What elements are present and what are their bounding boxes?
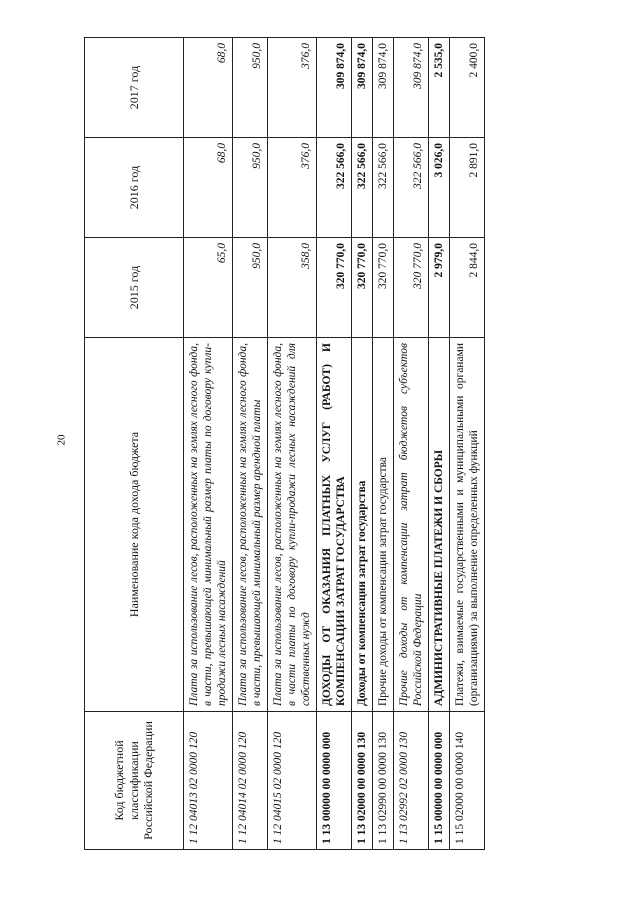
row-code-cell: 1 12 04015 02 0000 120 bbox=[268, 712, 317, 850]
row-code-cell: 1 13 02000 00 0000 130 bbox=[352, 712, 373, 850]
row-code-cell: 1 13 00000 00 0000 000 bbox=[317, 712, 352, 850]
table-row bbox=[352, 38, 373, 850]
table-row bbox=[450, 38, 485, 850]
budget-table-sheet bbox=[84, 38, 610, 850]
row-value-2016: 3 026,0 bbox=[429, 138, 450, 238]
row-value-2017: 2 535,0 bbox=[429, 38, 450, 138]
row-value-2015: 65,0 bbox=[184, 238, 233, 338]
row-name-cell: Плата за использование лесов, расположенных на землях лесного фонда, в части, превышающей минимальный размер платы по договору купли-продажи лесных насаждений bbox=[184, 338, 233, 712]
table-row bbox=[373, 38, 394, 850]
row-value-2015: 320 770,0 bbox=[373, 238, 394, 338]
row-name-cell: ДОХОДЫ ОТ ОКАЗАНИЯ ПЛАТНЫХ УСЛУГ (РАБОТ) И КОМПЕНСАЦИИ ЗАТРАТ ГОСУДАРСТВА bbox=[317, 338, 352, 712]
header-2017: 2017 год bbox=[85, 38, 184, 138]
table-row bbox=[429, 38, 450, 850]
row-value-2016: 376,0 bbox=[268, 138, 317, 238]
row-value-2015: 2 979,0 bbox=[429, 238, 450, 338]
header-2015: 2015 год bbox=[85, 238, 184, 338]
row-value-2017: 309 874,0 bbox=[394, 38, 429, 138]
table-row bbox=[317, 38, 352, 850]
row-value-2016: 2 891,0 bbox=[450, 138, 485, 238]
row-code-cell: 1 12 04013 02 0000 120 bbox=[184, 712, 233, 850]
table-row bbox=[394, 38, 429, 850]
row-value-2016: 322 566,0 bbox=[317, 138, 352, 238]
row-value-2017: 309 874,0 bbox=[352, 38, 373, 138]
row-value-2016: 322 566,0 bbox=[394, 138, 429, 238]
row-value-2016: 950,0 bbox=[233, 138, 268, 238]
row-value-2017: 376,0 bbox=[268, 38, 317, 138]
row-name-cell: Прочие доходы от компенсации затрат государства bbox=[373, 338, 394, 712]
row-value-2015: 320 770,0 bbox=[317, 238, 352, 338]
table-row bbox=[184, 38, 233, 850]
row-value-2017: 2 400,0 bbox=[450, 38, 485, 138]
row-name-cell: Прочие доходы от компенсации затрат бюджетов субъектов Российской Федерации bbox=[394, 338, 429, 712]
row-code-cell: 1 12 04014 02 0000 120 bbox=[233, 712, 268, 850]
row-name-cell: Плата за использование лесов, расположенных на землях лесного фонда, в части платы по договору купли-продажи лесных насаждений для собственных нужд bbox=[268, 338, 317, 712]
budget-revenue-table bbox=[84, 37, 485, 850]
row-value-2017: 309 874,0 bbox=[317, 38, 352, 138]
row-code-cell: 1 15 00000 00 0000 000 bbox=[429, 712, 450, 850]
row-value-2017: 309 874,0 bbox=[373, 38, 394, 138]
row-value-2016: 322 566,0 bbox=[352, 138, 373, 238]
row-value-2015: 320 770,0 bbox=[394, 238, 429, 338]
table-row bbox=[268, 38, 317, 850]
row-value-2015: 2 844,0 bbox=[450, 238, 485, 338]
page-number: 20 bbox=[55, 434, 68, 446]
row-value-2017: 68,0 bbox=[184, 38, 233, 138]
row-value-2015: 358,0 bbox=[268, 238, 317, 338]
table-body bbox=[184, 38, 485, 850]
row-name-cell: АДМИНИСТРАТИВНЫЕ ПЛАТЕЖИ И СБОРЫ bbox=[429, 338, 450, 712]
row-value-2015: 320 770,0 bbox=[352, 238, 373, 338]
table-row bbox=[233, 38, 268, 850]
row-value-2016: 68,0 bbox=[184, 138, 233, 238]
row-value-2017: 950,0 bbox=[233, 38, 268, 138]
row-code-cell: 1 13 02992 02 0000 130 bbox=[394, 712, 429, 850]
header-2016: 2016 год bbox=[85, 138, 184, 238]
row-name-cell: Плата за использование лесов, расположенных на землях лесного фонда, в части, превышающей минимальный размер арендной платы bbox=[233, 338, 268, 712]
row-name-cell: Платежи, взимаемые государственными и муниципальными органами (организациями) за выполнение определенных функций bbox=[450, 338, 485, 712]
header-name: Наименование кода дохода бюджета bbox=[85, 338, 184, 712]
row-code-cell: 1 15 02000 00 0000 140 bbox=[450, 712, 485, 850]
row-value-2015: 950,0 bbox=[233, 238, 268, 338]
table-header-row bbox=[85, 38, 184, 850]
row-code-cell: 1 13 02990 00 0000 130 bbox=[373, 712, 394, 850]
row-value-2016: 322 566,0 bbox=[373, 138, 394, 238]
header-code: Код бюджетной классификации Российской Федерации bbox=[85, 712, 184, 850]
row-name-cell: Доходы от компенсации затрат государства bbox=[352, 338, 373, 712]
